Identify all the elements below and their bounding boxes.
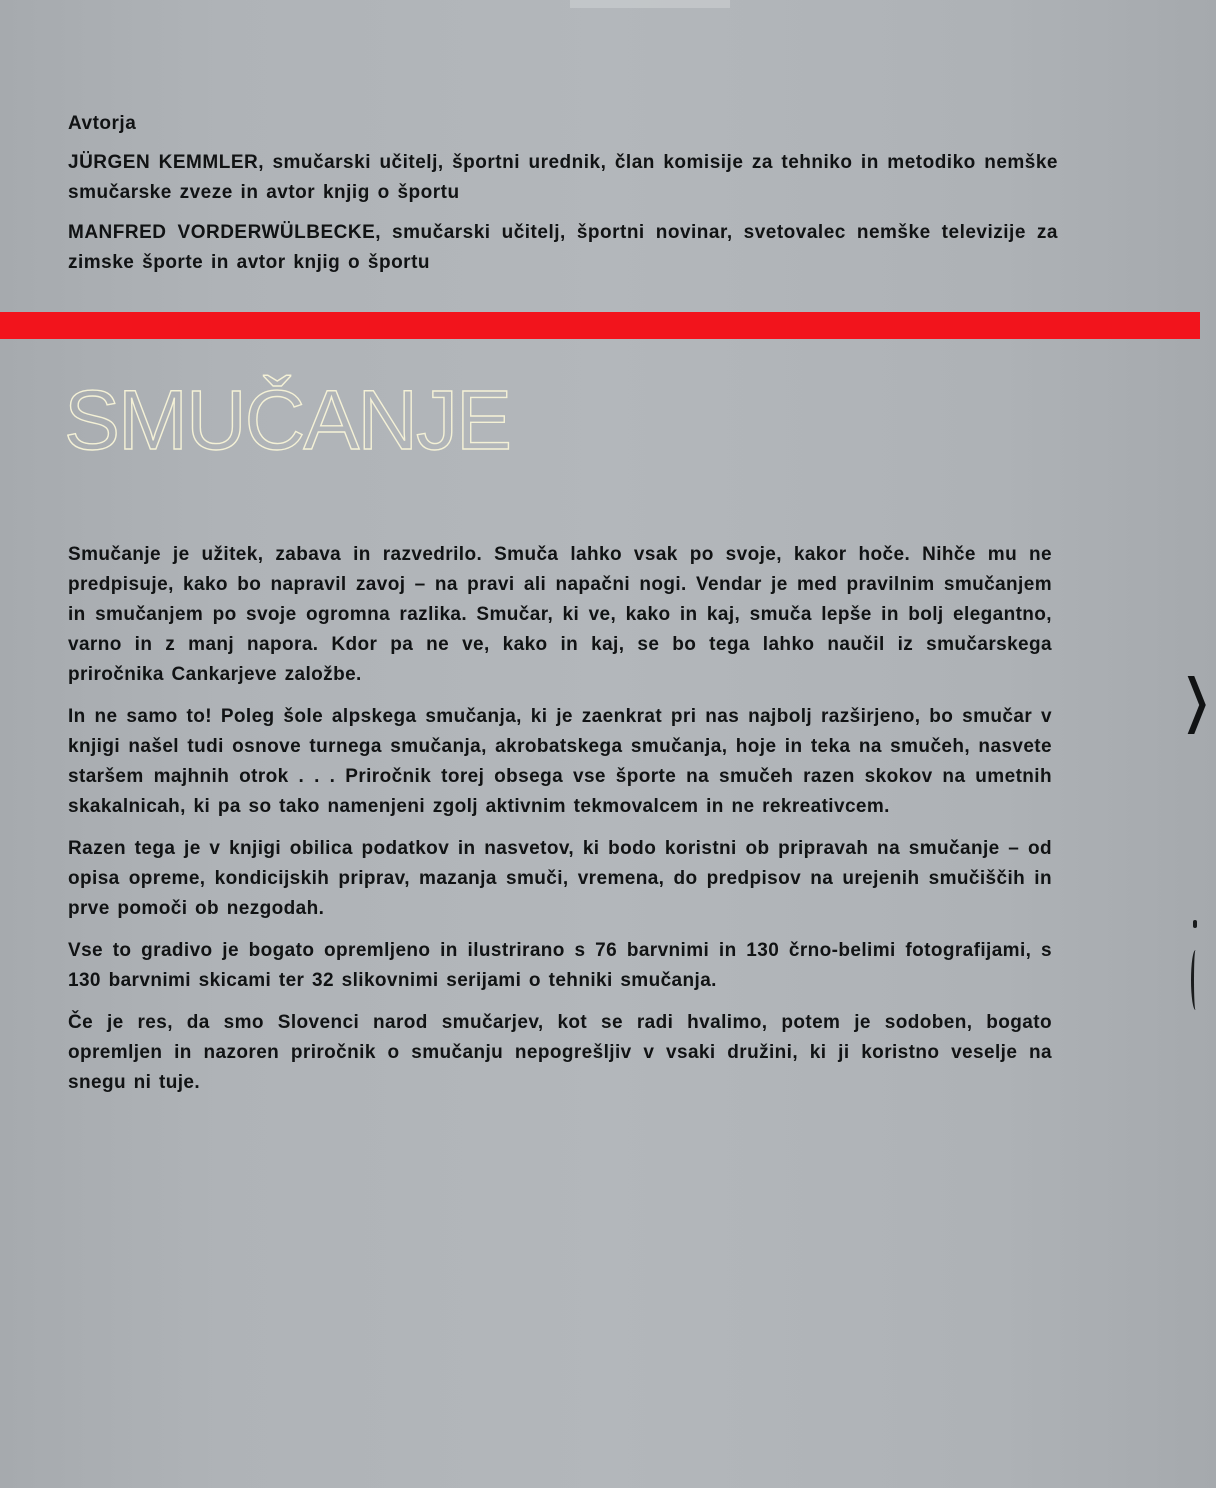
author-vorderwulbecke: MANFRED VORDERWÜLBECKE, smučarski učitelj, športni novinar, svetovalec nemške televizije za zimske športe in avtor knjig o športu bbox=[68, 222, 1058, 273]
edge-mark bbox=[1193, 920, 1197, 928]
description-paragraph: In ne samo to! Poleg šole alpskega smučanja, ki je zaenkrat pri nas najbolj razširjeno, bo smučar v knjigi našel tudi osnove turnega smučanja, akrobatskega smučanja, hoje in teka na smučeh, nasvete staršem majhnih otrok . . . Priročnik torej obsega vse športe na smučeh razen skokov na umetnih skakalnicah, ki pa so tako namenjeni zgolj aktivnim tekmovalcem in ne rekreativcem. bbox=[68, 706, 1052, 817]
author-kemmler: JÜRGEN KEMMLER, smučarski učitelj, športni urednik, član komisije za tehniko in metodiko nemške smučarske zveze in avtor knjig o športu bbox=[68, 152, 1058, 203]
tape-strip bbox=[570, 0, 730, 8]
author-credits bbox=[68, 110, 1058, 288]
description-paragraph: Vse to gradivo je bogato opremljeno in ilustrirano s 76 barvnimi in 130 črno-belimi fotografijami, s 130 barvnimi skicami ter 32 slikovnimi serijami o tehniki smučanja. bbox=[68, 940, 1052, 991]
description-paragraph: Če je res, da smo Slovenci narod smučarjev, kot se radi hvalimo, potem je sodoben, bogato opremljen in nazoren priročnik o smučanju nepogrešljiv v vsaki družini, ki ji koristno veselje na snegu ni tuje. bbox=[68, 1012, 1052, 1093]
red-stripe bbox=[0, 312, 1200, 339]
book-description bbox=[68, 540, 1052, 1110]
credits-heading: Avtorja bbox=[68, 113, 137, 134]
book-title: SMUČANJE bbox=[64, 373, 511, 467]
description-paragraph: Smučanje je užitek, zabava in razvedrilo. Smuča lahko vsak po svoje, kakor hoče. Nihče mu ne predpisuje, kako bo napravil zavoj – na pravi ali napačni nogi. Vendar je med pravilnim smučanjem in smučanjem po svoje ogromna razlika. Smučar, ki ve, kako in kaj, smuča lepše in bolj elegantno, varno in z manj napora. Kdor pa ne ve, kako in kaj, se bo tega lahko naučil iz smučarskega priročnika Cankarjeve založbe. bbox=[68, 544, 1052, 685]
edge-curve-mark bbox=[1191, 950, 1200, 1010]
flap-chevron-icon: ❭ bbox=[1176, 666, 1216, 734]
description-paragraph: Razen tega je v knjigi obilica podatkov in nasvetov, ki bodo koristni ob pripravah na smučanje – od opisa opreme, kondicijskih priprav, mazanja smuči, vremena, do predpisov na urejenih smučiščih in prve pomoči ob nezgodah. bbox=[68, 838, 1052, 919]
